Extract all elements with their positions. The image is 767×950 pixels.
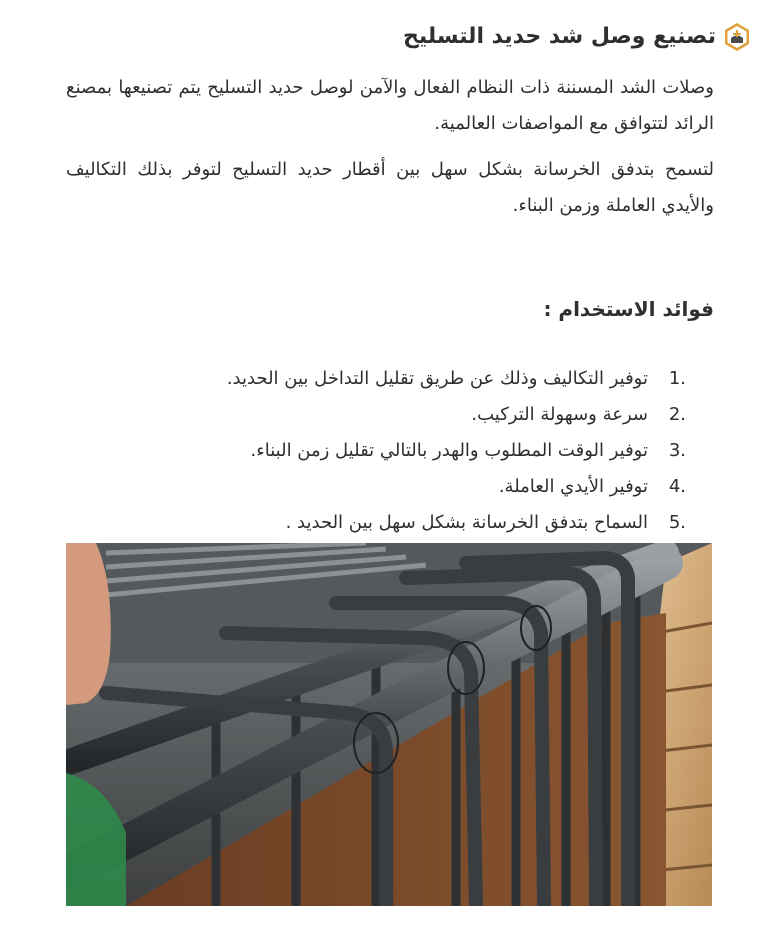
hexagon-logo-icon (722, 22, 752, 52)
list-item (66, 504, 686, 540)
article (66, 18, 714, 540)
rebar-cage-photo (66, 543, 712, 906)
list-item-number: 5. (668, 511, 686, 533)
list-item-number: 3. (668, 439, 686, 461)
benefit-paragraph: لتسمح بتدفق الخرسانة بشكل سهل بين أقطار حديد التسليح لتوفر بذلك التكاليف والأيدي العاملة وزمن البناء. (66, 159, 714, 216)
intro-paragraph: وصلات الشد المسننة ذات النظام الفعال والآمن لوصل حديد التسليح يتم تصنيعها بمصنع الرائد لتتوافق مع المواصفات العالمية. (66, 77, 714, 134)
benefits-list (66, 360, 714, 540)
list-item (66, 396, 686, 432)
list-item (66, 432, 686, 468)
list-item (66, 468, 686, 504)
list-item-text: توفير الأيدي العاملة. (498, 475, 648, 497)
list-item-text: توفير الوقت المطلوب والهدر بالتالي تقليل زمن البناء. (250, 439, 648, 461)
list-item-number: 4. (668, 475, 686, 497)
list-item-number: 2. (668, 403, 686, 425)
list-item (66, 360, 686, 396)
article-heading (66, 18, 752, 56)
list-item-text: السماح بتدفق الخرسانة بشكل سهل بين الحديد . (285, 511, 648, 533)
list-item-number: 1. (668, 367, 686, 389)
list-item-text: سرعة وسهولة التركيب. (471, 403, 648, 425)
benefits-title: فوائد الاستخدام : (543, 297, 714, 321)
list-item-text: توفير التكاليف وذلك عن طريق تقليل التداخل بين الحديد. (226, 367, 648, 389)
page-title: تصنيع وصل شد حديد التسليح (403, 24, 716, 49)
